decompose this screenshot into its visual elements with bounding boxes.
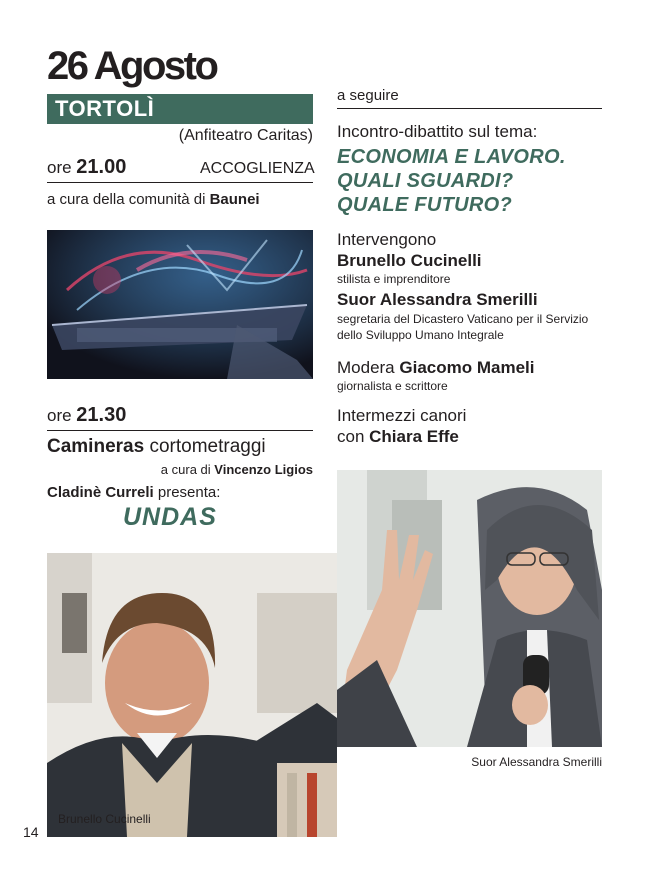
divider	[337, 108, 602, 109]
cucinelli-photo	[47, 553, 337, 837]
intermezzi-prefix: con	[337, 427, 370, 446]
slot1-care-name: Baunei	[209, 191, 260, 208]
page-number: 14	[23, 824, 39, 840]
stage-illustration	[47, 230, 313, 379]
slot2-care-prefix: a cura di	[160, 462, 215, 477]
modera-prefix: Modera	[337, 358, 400, 377]
slot1-care	[47, 190, 260, 210]
intervengono-label: Intervengono	[337, 230, 437, 249]
a-seguire: a seguire	[337, 87, 399, 104]
slot2-title-bold: Camineras	[47, 436, 145, 457]
speaker2-role-line2: dello Sviluppo Umano Integrale	[337, 328, 504, 342]
slot1-time	[47, 156, 126, 179]
speaker1-name: Brunello Cucinelli	[337, 251, 482, 270]
divider	[47, 182, 313, 183]
slot1-time-prefix: ore	[47, 158, 77, 177]
moderator-role: giornalista e scrittore	[337, 379, 448, 393]
smerilli-photo	[337, 470, 602, 747]
city-name: TORTOLÌ	[55, 96, 155, 121]
speaker1-role: stilista e imprenditore	[337, 272, 451, 286]
slot2-presenter-bold: Cladinè Curreli	[47, 484, 154, 501]
speaker2-name: Suor Alessandra Smerilli	[337, 290, 538, 309]
slot1-title: ACCOGLIENZA	[200, 160, 315, 177]
topic-intro: Incontro-dibattito sul tema:	[337, 122, 538, 141]
slot2-time-value: 21.30	[76, 404, 127, 426]
intermezzi-line2	[337, 426, 459, 448]
divider	[47, 430, 313, 431]
intermezzi-name: Chiara Effe	[369, 427, 459, 446]
cucinelli-caption: Brunello Cucinelli	[58, 812, 151, 826]
slot1-care-prefix: a cura della comunità di	[47, 191, 210, 208]
smerilli-caption: Suor Alessandra Smerilli	[471, 755, 602, 769]
slot2-presenter-rest: presenta:	[153, 484, 221, 501]
topic-line-3: QUALE FUTURO?	[337, 194, 512, 216]
slot2-care-name: Vincenzo Ligios	[214, 462, 313, 477]
slot2-title-rest: cortometraggi	[144, 436, 266, 457]
venue-name: (Anfiteatro Caritas)	[178, 127, 313, 144]
slot1-time-value: 21.00	[76, 156, 127, 178]
moderator	[337, 357, 534, 379]
intermezzi-line1: Intermezzi canori	[337, 406, 467, 425]
speaker2-role-line1: segretaria del Dicastero Vaticano per il Servizio	[337, 312, 589, 326]
film-title: UNDAS	[123, 503, 217, 531]
cucinelli-illustration	[47, 553, 337, 837]
stage-photo	[47, 230, 313, 379]
moderator-name: Giacomo Mameli	[399, 358, 535, 377]
slot2-care	[47, 462, 313, 478]
smerilli-illustration	[337, 470, 602, 747]
slot2-time-prefix: ore	[47, 406, 77, 425]
slot2-time	[47, 404, 126, 427]
slot2-title	[47, 435, 266, 459]
event-date: 26 Agosto	[47, 44, 217, 88]
topic-line-1: ECONOMIA E LAVORO.	[337, 146, 566, 168]
slot2-presenter	[47, 483, 220, 503]
topic-line-2: QUALI SGUARDI?	[337, 170, 514, 192]
